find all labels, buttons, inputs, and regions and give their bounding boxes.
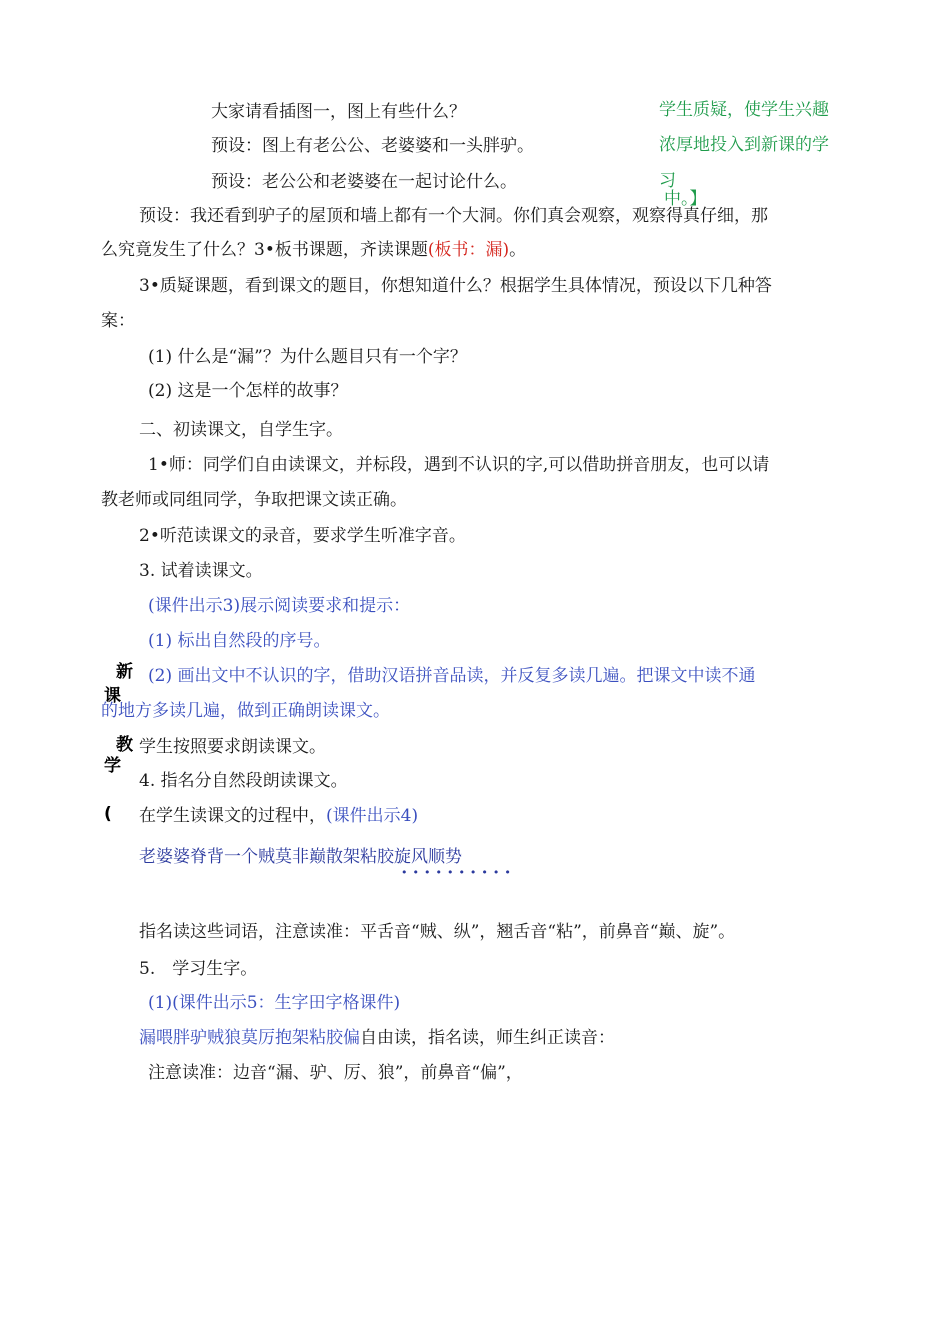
body-line-19: 学生按照要求朗读课文。 bbox=[139, 737, 326, 757]
body-line-05-end: 。 bbox=[509, 240, 527, 260]
emphasis-dots: •••••••••• bbox=[401, 866, 516, 879]
side-label-char-5: ( bbox=[104, 804, 112, 824]
body-line-14: 3. 试着读课文。 bbox=[139, 561, 263, 581]
courseware-3-item-1: (1) 标出自然段的序号。 bbox=[148, 631, 331, 651]
side-note-line-3: 习 bbox=[659, 171, 676, 191]
courseware-5-line: (1)(课件出示5：生字田字格课件) bbox=[148, 993, 401, 1013]
courseware-3-item-2-cont: 的地方多读几遍，做到正确朗读课文。 bbox=[101, 701, 390, 721]
body-line-20: 4. 指名分自然段朗读课文。 bbox=[139, 771, 348, 791]
new-character-list: 漏喂胖驴贼狼莫厉抱架粘胶偏 bbox=[139, 1028, 360, 1048]
body-line-26 bbox=[139, 1028, 615, 1048]
body-line-05-text: 么究竟发生了什么？3•板书课题，齐读课题 bbox=[101, 240, 428, 260]
side-label-char-2: 课 bbox=[104, 686, 121, 706]
board-title-note: (板书：漏) bbox=[427, 240, 510, 260]
courseware-3-line: (课件出示3)展示阅读要求和提示： bbox=[148, 596, 411, 616]
side-note-line-4: 中。】 bbox=[664, 189, 707, 209]
side-label-char-4: 学 bbox=[104, 756, 121, 776]
body-line-09: (2) 这是一个怎样的故事？ bbox=[148, 381, 348, 401]
body-line-12: 教老师或同组同学，争取把课文读正确。 bbox=[101, 490, 407, 510]
vocab-word-list: 老婆婆脊背一个贼莫非巅散架粘胶旋风顺势 bbox=[139, 847, 462, 867]
body-line-05 bbox=[101, 240, 526, 260]
body-line-03: 预设：老公公和老婆婆在一起讨论什么。 bbox=[211, 172, 517, 192]
body-line-02: 预设：图上有老公公、老婆婆和一头胖驴。 bbox=[211, 136, 534, 156]
section-heading: 二、初读课文，自学生字。 bbox=[139, 420, 343, 440]
side-note-line-1: 学生质疑，使学生兴趣 bbox=[659, 100, 829, 120]
body-line-01: 大家请看插图一，图上有些什么？ bbox=[211, 102, 466, 122]
side-label-char-1: 新 bbox=[116, 662, 133, 682]
body-line-27: 注意读准：边音“漏、驴、厉、狼”，前鼻音“偏”， bbox=[148, 1063, 523, 1083]
body-line-06: 3•质疑课题，看到课文的题目，你想知道什么？根据学生具体情况，预设以下几种答 bbox=[139, 276, 772, 296]
body-line-23: 指名读这些词语，注意读准：平舌音“贼、纵”，翘舌音“粘”，前鼻音“巅、旋”。 bbox=[139, 922, 736, 942]
body-line-21-text: 在学生读课文的过程中， bbox=[139, 806, 326, 826]
body-line-04: 预设：我还看到驴子的屋顶和墙上都有一个大洞。你们真会观察，观察得真仔细，那 bbox=[139, 206, 768, 226]
body-line-21 bbox=[139, 806, 418, 826]
side-label-char-3: 教 bbox=[116, 735, 133, 755]
body-line-24: 5. 学习生字。 bbox=[139, 959, 258, 979]
body-line-08: (1) 什么是“漏”？为什么题目只有一个字？ bbox=[148, 347, 467, 367]
body-line-07: 案： bbox=[101, 311, 135, 331]
body-line-11: 1•师：同学们自由读课文，并标段，遇到不认识的字,可以借助拼音朋友，也可以请 bbox=[148, 455, 770, 475]
courseware-3-item-2: (2) 画出文中不认识的字，借助汉语拼音品读，并反复多读几遍。把课文中读不通 bbox=[148, 666, 756, 686]
side-note-line-2: 浓厚地投入到新课的学 bbox=[659, 135, 829, 155]
body-line-26-text: 自由读，指名读，师生纠正读音： bbox=[360, 1028, 615, 1048]
body-line-13: 2•听范读课文的录音，要求学生听准字音。 bbox=[139, 526, 466, 546]
courseware-4-note: (课件出示4) bbox=[326, 806, 419, 826]
